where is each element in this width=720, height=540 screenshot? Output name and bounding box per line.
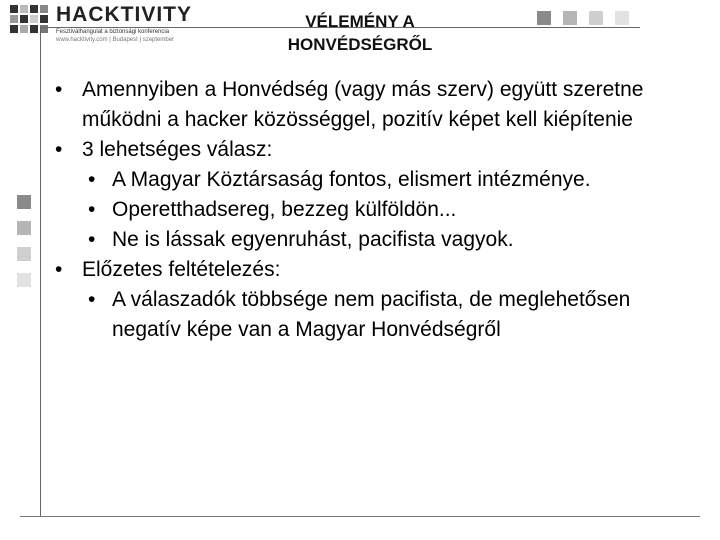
bullet-text: Amennyiben a Honvédség (vagy más szerv) együtt szeretne működni a hacker közösséggel, pozitív képet kell kiépítenie [82,78,644,131]
bullet-icon: • [55,78,63,101]
bullet-item [52,135,702,165]
bullet-text: Ne is lássak egyenruhást, pacifista vagyok. [112,228,514,251]
logo-name: HACKTIVITY [56,3,192,26]
bullet-icon: • [88,288,96,311]
logo-sub-tagline: www.hacktivity.com | Budapest | szeptember [56,37,175,43]
sub-bullet-item [52,285,702,345]
bullet-icon: • [55,138,63,161]
bullet-item [52,255,702,285]
bullet-text: 3 lehetséges válasz: [82,138,273,161]
slide-title-line2: HONVÉDSÉGRŐL [287,35,433,54]
slide-title-line1: VÉLEMÉNY A [305,12,415,31]
slide-content [52,75,702,345]
left-divider [40,27,41,517]
bullet-item [52,75,702,135]
sub-bullet-item [52,225,702,255]
footer-divider [20,516,700,517]
sub-bullet-item [52,165,702,195]
bullet-text: A válaszadók többsége nem pacifista, de meglehetősen negatív képe van a Magyar Honvédségről [112,288,631,341]
bullet-icon: • [88,168,96,191]
bullet-text: Előzetes feltételezés: [82,258,281,281]
bullet-text: Operetthadsereg, bezzeg külföldön... [112,198,457,221]
logo-grid-icon [10,5,50,41]
bullet-icon: • [55,258,63,281]
sub-bullet-item [52,195,702,225]
bullet-icon: • [88,198,96,221]
bullet-text: A Magyar Köztársaság fontos, elismert intézménye. [112,168,591,191]
slide-title [240,10,480,56]
logo-tagline: Fesztiválhangulat a biztonsági konferencia [56,29,170,35]
bullet-icon: • [88,228,96,251]
